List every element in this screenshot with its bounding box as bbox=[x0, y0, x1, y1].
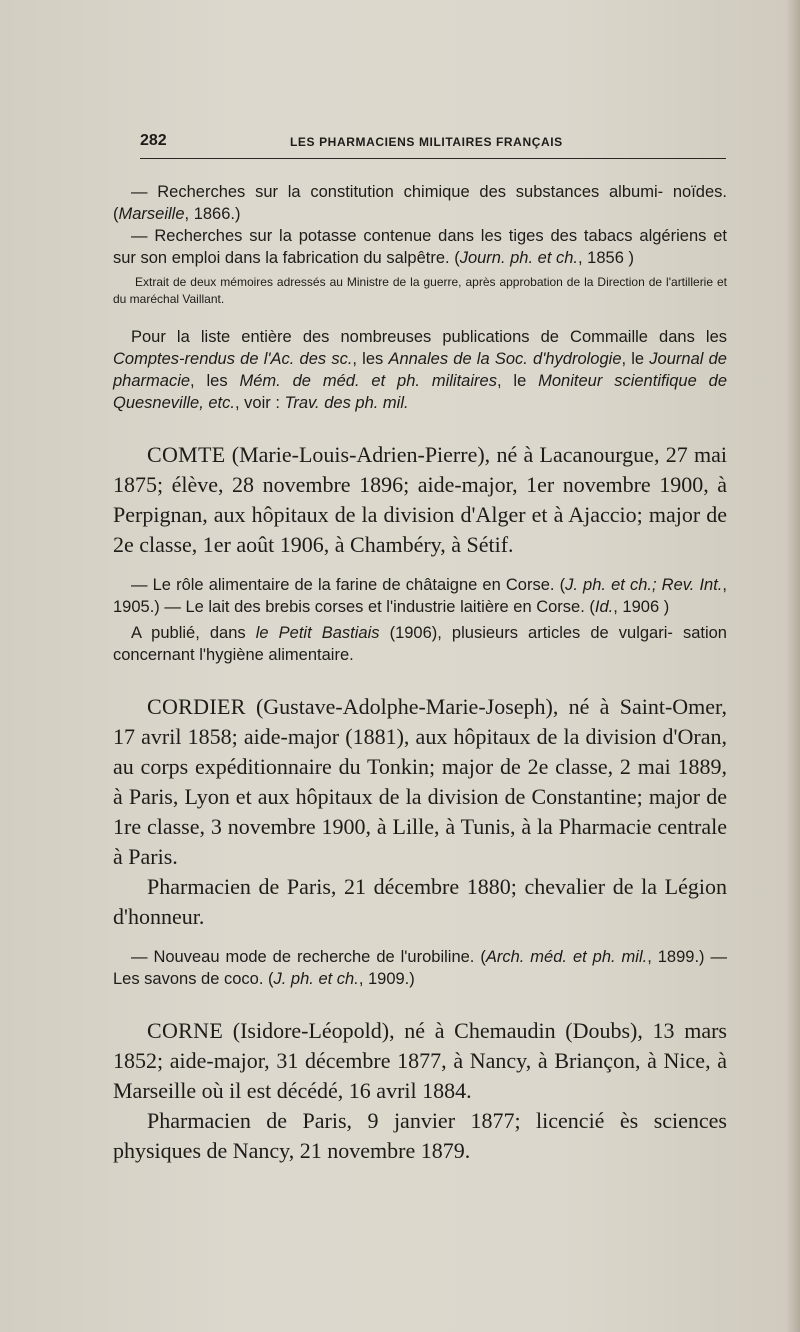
work-item: — Recherches sur la constitution chimique des substances albumi- noïdes. (Marseille, 1866.) bbox=[113, 183, 727, 223]
page-number: 282 bbox=[140, 132, 167, 149]
entry-bio: (Isidore-Léopold), né à Chemaudin (Doubs), 13 mars 1852; aide-major, 31 décembre 1877, à Nancy, à Briançon, à Nice, à Marseille où il est décédé, 16 avril 1884. bbox=[113, 1018, 727, 1103]
page-body bbox=[113, 181, 727, 1166]
entry-name: COMTE bbox=[147, 442, 226, 467]
entry-bio: (Marie-Louis-Adrien-Pierre), né à Lacanourgue, 27 mai 1875; élève, 28 novembre 1896; aide-major, 1er novembre 1900, à Perpignan, aux hôpitaux de la division d'Alger et à Ajaccio; major de 2e classe, 1er août 1906, à Chambéry, à Sétif. bbox=[113, 442, 727, 557]
entry-name: CORNE bbox=[147, 1018, 224, 1043]
commaille-works bbox=[113, 181, 727, 269]
page-header bbox=[140, 132, 726, 159]
entry-bio-continued: Pharmacien de Paris, 21 décembre 1880; chevalier de la Légion d'honneur. bbox=[113, 874, 727, 929]
page-edge-shadow bbox=[786, 0, 800, 1332]
entry-bio-continued: Pharmacien de Paris, 9 janvier 1877; licencié ès sciences physiques de Nancy, 21 novembre 1879. bbox=[113, 1108, 727, 1163]
comte-works: — Le rôle alimentaire de la farine de châtaigne en Corse. (J. ph. et ch.; Rev. Int., 1905.) — Le lait des brebis corses et l'industrie laitière en Corse. (Id., 1906 ) A publié, dans le Petit Bastiais (1906), plusieurs articles de vulgari- sation concernant l'hygiène alimentaire. bbox=[113, 576, 727, 664]
cordier-works: — Nouveau mode de recherche de l'urobiline. (Arch. méd. et ph. mil., 1899.) — Les savons de coco. (J. ph. et ch., 1909.) bbox=[113, 948, 727, 988]
entry-name: CORDIER bbox=[147, 694, 246, 719]
entry-bio: (Gustave-Adolphe-Marie-Joseph), né à Saint-Omer, 17 avril 1858; aide-major (1881), aux hôpitaux de la division d'Oran, au corps expéditionnaire du Tonkin; major de 2e classe, 2 mai 1889, à Paris, Lyon et aux hôpitaux de la division de Constantine; major de 1re classe, 3 novembre 1900, à Lille, à Tunis, à la Pharmacie centrale à Paris. bbox=[113, 694, 727, 869]
commaille-publications-note: Pour la liste entière des nombreuses publications de Commaille dans les Comptes-rendus de l'Ac. des sc., les Annales de la Soc. d'hydrologie, le Journal de pharmacie, les Mém. de méd. et ph. militaires, le Moniteur scientifique de Quesneville, etc., voir : Trav. des ph. mil. bbox=[113, 328, 727, 412]
entry-corne bbox=[113, 1016, 727, 1166]
entry-comte bbox=[113, 440, 727, 560]
footnote-extract: Extrait de deux mémoires adressés au Ministre de la guerre, après approbation de la Direction de l'artillerie et du maréchal Vaillant. bbox=[113, 275, 727, 306]
running-title: LES PHARMACIENS MILITAIRES FRANÇAIS bbox=[290, 135, 563, 149]
entry-cordier bbox=[113, 692, 727, 932]
work-item: — Recherches sur la potasse contenue dans les tiges des tabacs algériens et sur son emploi dans la fabrication du salpêtre. (Journ. ph. et ch., 1856 ) bbox=[113, 227, 727, 267]
